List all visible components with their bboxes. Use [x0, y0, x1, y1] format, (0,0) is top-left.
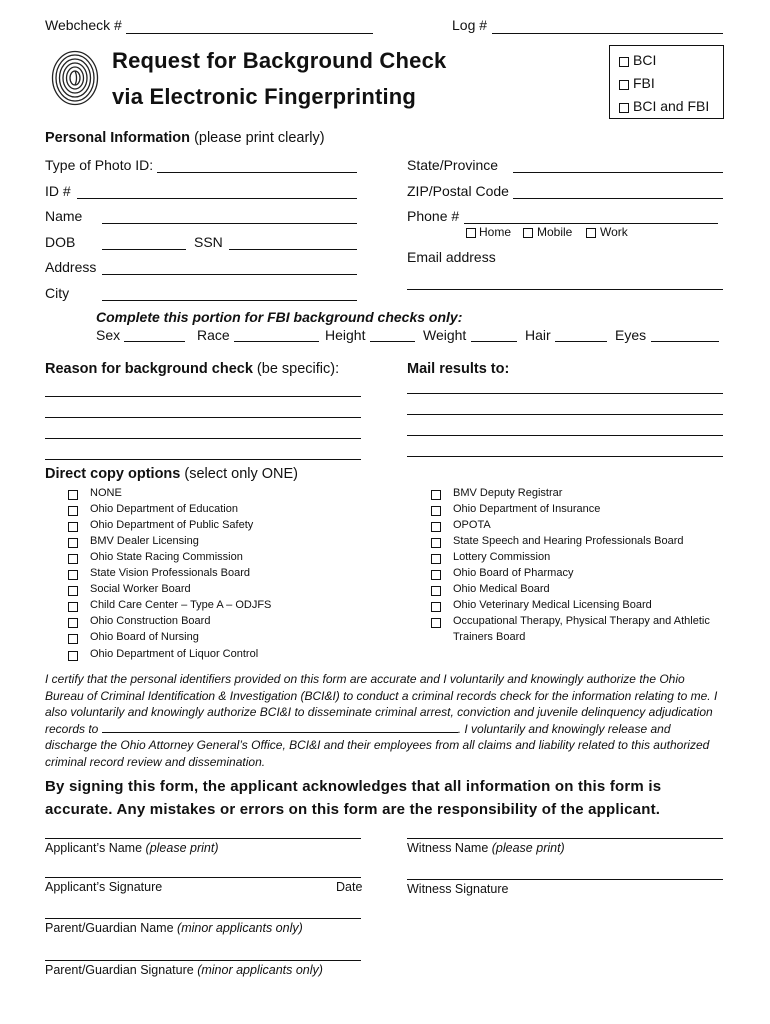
option-label-continuation: Trainers Board — [453, 631, 526, 643]
bci-and-fbi-checkbox[interactable] — [619, 103, 629, 113]
guardian-signature-note: (minor applicants only) — [197, 963, 323, 977]
option-checkbox[interactable] — [431, 490, 441, 500]
phone-home-checkbox[interactable] — [466, 228, 476, 238]
witness-name-label: Witness Name — [407, 841, 489, 855]
address-field[interactable] — [102, 274, 357, 275]
race-label: Race — [197, 327, 230, 343]
phone-mobile-label: Mobile — [537, 225, 573, 239]
option-label: Ohio Department of Public Safety — [90, 519, 254, 531]
weight-field[interactable] — [471, 341, 517, 342]
option-label: Ohio Board of Pharmacy — [453, 567, 574, 579]
ssn-field[interactable] — [229, 249, 357, 250]
guardian-signature-caption — [45, 963, 323, 977]
option-label: Lottery Commission — [453, 551, 551, 563]
option-label: Ohio Department of Education — [90, 503, 238, 515]
bci-checkbox[interactable] — [619, 57, 629, 67]
bci-label: BCI — [633, 52, 657, 68]
option-checkbox[interactable] — [68, 522, 78, 532]
mail-line[interactable] — [407, 393, 723, 394]
witness-signature-label: Witness Signature — [407, 882, 509, 896]
email-label: Email address — [407, 249, 496, 265]
option-checkbox[interactable] — [431, 506, 441, 516]
mail-line[interactable] — [407, 414, 723, 415]
applicant-name-label: Applicant’s Name — [45, 841, 143, 855]
option-label: Ohio Medical Board — [453, 583, 550, 595]
option-label: State Speech and Hearing Professionals Board — [453, 535, 684, 547]
certification-part-1: I certify that the personal identifiers provided on this form are accurate and I voluntarily and knowingly authorize the Ohio Bureau of Criminal Identification & Investigation (BCI&I) to conduct a criminal records check for the information relating to me. I also voluntarily and knowingly authorize BCI&I to disseminate criminal arrest, conviction and juvenile delinquency adjudication records to — [45, 672, 718, 736]
log-field[interactable] — [492, 33, 723, 34]
hair-field[interactable] — [555, 341, 607, 342]
webcheck-label: Webcheck # — [45, 17, 122, 33]
form-title-line-2: via Electronic Fingerprinting — [112, 84, 417, 109]
dob-label: DOB — [45, 234, 76, 250]
witness-name-note: (please print) — [491, 841, 565, 855]
height-label: Height — [325, 327, 366, 343]
option-checkbox[interactable] — [68, 554, 78, 564]
check-type-box — [609, 45, 724, 119]
option-label: NONE — [90, 487, 122, 499]
email-field[interactable] — [407, 289, 723, 290]
dob-field[interactable] — [102, 249, 186, 250]
fbi-heading: Complete this portion for FBI background checks only: — [96, 309, 463, 325]
guardian-name-note: (minor applicants only) — [177, 921, 303, 935]
eyes-label: Eyes — [615, 327, 647, 343]
option-label: OPOTA — [453, 519, 491, 531]
phone-home-label: Home — [479, 225, 512, 239]
option-label: Social Worker Board — [90, 583, 191, 595]
fbi-checkbox[interactable] — [619, 80, 629, 90]
guardian-signature-label: Parent/Guardian Signature — [45, 963, 194, 977]
option-checkbox[interactable] — [68, 570, 78, 580]
mail-line[interactable] — [407, 435, 723, 436]
personal-info-title: Personal Information — [45, 130, 191, 146]
option-checkbox[interactable] — [68, 506, 78, 516]
phone-label: Phone # — [407, 208, 460, 224]
reason-line[interactable] — [45, 396, 361, 397]
option-label: Child Care Center – Type A – ODJFS — [90, 599, 272, 611]
acknowledgement-text: By signing this form, the applicant acknowledges that all information on this form is accurate. Any mistakes or errors on this form are the responsibility of the applicant. — [45, 778, 662, 818]
option-checkbox[interactable] — [68, 634, 78, 644]
applicant-signature-label: Applicant’s Signature — [45, 880, 163, 894]
option-label: BMV Dealer Licensing — [90, 535, 199, 547]
option-checkbox[interactable] — [68, 618, 78, 628]
phone-work-label: Work — [600, 225, 628, 239]
option-label: Ohio Veterinary Medical Licensing Board — [453, 599, 652, 611]
certification-part-2: . I voluntarily and knowingly release and discharge the Ohio Attorney General’s Office, BCI&I and their employees from all claims and liability related to this authorized criminal record review and dissemination. — [45, 721, 710, 769]
bci-and-fbi-label: BCI and FBI — [633, 98, 710, 114]
option-checkbox[interactable] — [68, 602, 78, 612]
fbi-label: FBI — [633, 75, 655, 91]
option-checkbox[interactable] — [431, 522, 441, 532]
option-label: Occupational Therapy, Physical Therapy and Athletic — [453, 615, 710, 627]
state-field[interactable] — [513, 172, 723, 173]
zip-label: ZIP/Postal Code — [407, 183, 509, 199]
id-number-label: ID # — [45, 183, 71, 199]
guardian-name-caption — [45, 921, 303, 935]
hair-label: Hair — [525, 327, 551, 343]
option-checkbox[interactable] — [431, 538, 441, 548]
fingerprint-icon — [46, 45, 104, 107]
option-checkbox[interactable] — [431, 602, 441, 612]
phone-field[interactable] — [464, 223, 718, 224]
dissemination-recipient-field[interactable] — [102, 721, 458, 733]
city-label: City — [45, 285, 70, 301]
guardian-name-line[interactable] — [45, 918, 361, 919]
race-field[interactable] — [234, 341, 319, 342]
reason-line[interactable] — [45, 417, 361, 418]
option-label: Ohio Construction Board — [90, 615, 211, 627]
applicant-signature-line[interactable] — [45, 877, 361, 878]
name-field[interactable] — [102, 223, 357, 224]
option-checkbox[interactable] — [68, 586, 78, 596]
witness-name-line[interactable] — [407, 838, 723, 839]
option-label: BMV Deputy Registrar — [453, 487, 563, 499]
option-checkbox[interactable] — [431, 554, 441, 564]
applicant-name-caption — [45, 841, 218, 855]
reason-title: Reason for background check — [45, 361, 253, 377]
log-label: Log # — [452, 17, 488, 33]
webcheck-field[interactable] — [126, 33, 373, 34]
photo-id-field[interactable] — [157, 172, 357, 173]
phone-work-checkbox[interactable] — [586, 228, 596, 238]
personal-info-note: (please print clearly) — [194, 130, 325, 146]
guardian-signature-line[interactable] — [45, 960, 361, 961]
sex-label: Sex — [96, 327, 121, 343]
zip-field[interactable] — [513, 198, 723, 199]
phone-mobile-checkbox[interactable] — [523, 228, 533, 238]
ssn-label: SSN — [194, 234, 223, 250]
address-label: Address — [45, 259, 97, 275]
option-checkbox[interactable] — [431, 618, 441, 628]
mail-line[interactable] — [407, 456, 723, 457]
option-label: Ohio Department of Liquor Control — [90, 648, 259, 660]
name-label: Name — [45, 208, 83, 224]
reason-line[interactable] — [45, 438, 361, 439]
direct-copy-title: Direct copy options — [45, 466, 181, 482]
option-checkbox[interactable] — [431, 570, 441, 580]
reason-note: (be specific): — [256, 361, 340, 377]
option-checkbox[interactable] — [68, 538, 78, 548]
option-label: Ohio Board of Nursing — [90, 631, 199, 643]
direct-copy-note: (select only ONE) — [184, 466, 299, 482]
guardian-name-label: Parent/Guardian Name — [45, 921, 174, 935]
sex-field[interactable] — [124, 341, 185, 342]
city-field[interactable] — [102, 300, 357, 301]
eyes-field[interactable] — [651, 341, 719, 342]
option-label: Ohio Department of Insurance — [453, 503, 601, 515]
witness-name-caption — [407, 841, 565, 855]
form-title-line-1: Request for Background Check — [112, 48, 447, 73]
direct-copy-heading — [45, 466, 298, 482]
applicant-name-line[interactable] — [45, 838, 361, 839]
option-checkbox[interactable] — [431, 586, 441, 596]
personal-info-heading — [45, 130, 325, 146]
photo-id-label: Type of Photo ID: — [45, 157, 154, 173]
height-field[interactable] — [370, 341, 415, 342]
option-label: Ohio State Racing Commission — [90, 551, 243, 563]
reason-heading — [45, 361, 339, 377]
witness-signature-line[interactable] — [407, 879, 723, 880]
weight-label: Weight — [423, 327, 467, 343]
date-label: Date — [336, 880, 363, 894]
applicant-name-note: (please print) — [145, 841, 219, 855]
state-label: State/Province — [407, 157, 499, 173]
option-checkbox[interactable] — [68, 651, 78, 661]
certification-text — [45, 671, 725, 770]
mail-results-heading: Mail results to: — [407, 361, 510, 377]
option-label: State Vision Professionals Board — [90, 567, 250, 579]
id-number-field[interactable] — [77, 198, 357, 199]
reason-line[interactable] — [45, 459, 361, 460]
option-checkbox[interactable] — [68, 490, 78, 500]
